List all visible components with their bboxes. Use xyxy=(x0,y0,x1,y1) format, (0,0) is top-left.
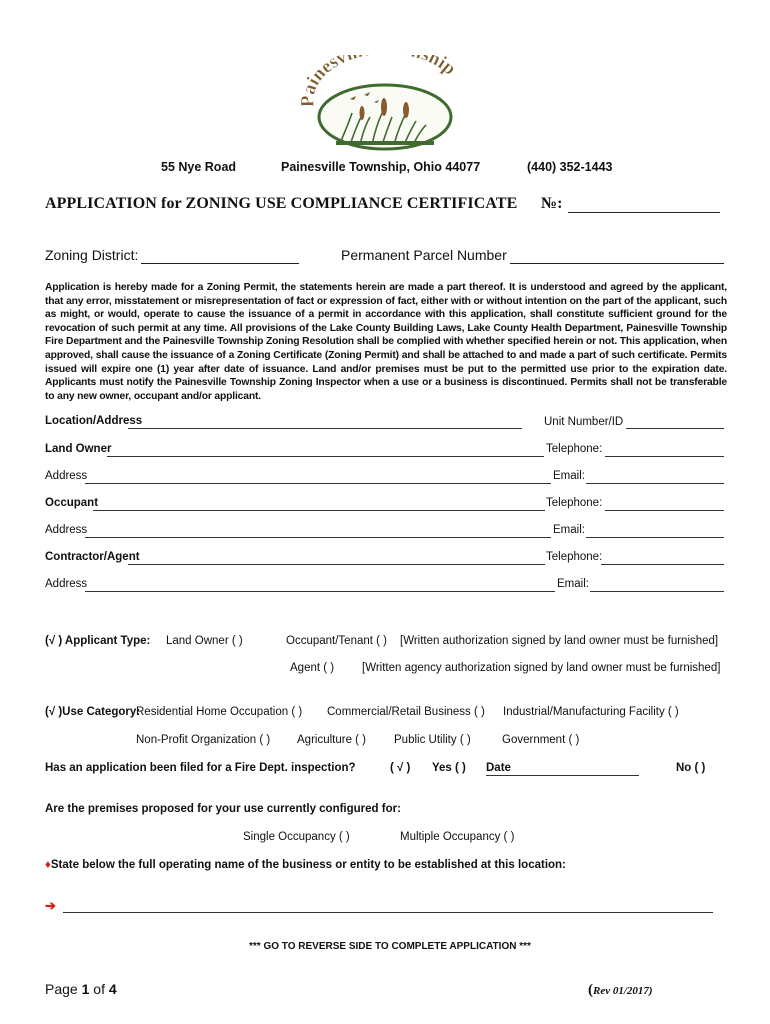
applicant-occupant-option[interactable]: Occupant/Tenant ( ) xyxy=(286,635,387,647)
occupant-address-field[interactable] xyxy=(85,537,551,538)
location-address-label: Location/Address xyxy=(45,415,143,427)
operating-name-prompt xyxy=(45,859,566,871)
contractor-email-label: Email: xyxy=(557,578,589,590)
applicant-type-label: (√ ) Applicant Type: xyxy=(45,635,151,647)
revision-label: (Rev 01/2017) xyxy=(588,982,653,998)
office-city: Painesville Township, Ohio 44077 xyxy=(281,160,481,174)
zoning-district-field[interactable] xyxy=(141,250,299,264)
fire-inspection-no-option[interactable]: No ( ) xyxy=(676,762,706,774)
occupant-telephone-label: Telephone: xyxy=(546,497,603,509)
contractor-address-field[interactable] xyxy=(85,591,555,592)
page-indicator: Page 1 of 4 xyxy=(45,981,117,997)
unit-number-label: Unit Number/ID xyxy=(544,416,624,428)
occupant-field[interactable] xyxy=(93,510,545,511)
fire-inspection-date-label: Date xyxy=(486,762,511,774)
land-owner-address-label: Address xyxy=(45,470,88,482)
contractor-label: Contractor/Agent xyxy=(45,551,140,563)
location-address-field[interactable] xyxy=(128,428,522,429)
fire-inspection-question: Has an application been filed for a Fire Dept. inspection? xyxy=(45,762,356,774)
fire-inspection-date-field[interactable] xyxy=(486,775,639,776)
applicant-agent-option[interactable]: Agent ( ) xyxy=(290,662,335,674)
use-category-label: (√ )Use Category: xyxy=(45,706,141,718)
occupant-label: Occupant xyxy=(45,497,99,509)
use-commercial-option[interactable]: Commercial/Retail Business ( ) xyxy=(327,706,485,718)
land-owner-field[interactable] xyxy=(107,456,544,457)
use-government-option[interactable]: Government ( ) xyxy=(502,734,580,746)
parcel-number-label: Permanent Parcel Number xyxy=(341,247,507,263)
contractor-telephone-field[interactable] xyxy=(601,564,724,565)
occupant-email-field[interactable] xyxy=(586,537,724,538)
use-agriculture-option[interactable]: Agriculture ( ) xyxy=(297,734,367,746)
occupant-authorization-note: [Written authorization signed by land owner must be furnished] xyxy=(400,635,719,647)
application-terms-text: Application is hereby made for a Zoning Permit, the statements herein are made a part thereof. It is understood and agreed by the applicant, that any error, misstatement or misrepresentation of fact or expression of fact, either with or without intention on the part of the applicant, such as might, or would, operate to cause the issuance of a permit in accordance with this application, shall constitute sufficient ground for the revocation of such permit at any time. All provisions of the Lake County Building Laws, Lake County Health Department, Painesville Township Fire Department and the Painesville Township Zoning Resolution shall be complied with whether specified herein or not. This application, when approved, shall cause the issuance of a Zoning Certificate (Zoning Permit) and shall be attached to and made a part of such certificate. Permits issued will expire one (1) year after date of issuance. Land and/or premises must be put to the permitted use prior to the expiration date. Applicants must notify the Painesville Township Zoning Inspector when a use or a business is discontinued. Permits shall not be transferable to any new owner, occupant and/or applicant. xyxy=(45,282,727,402)
diamond-bullet-icon: ♦ xyxy=(45,859,51,871)
occupant-email-label: Email: xyxy=(553,524,585,536)
land-owner-email-field[interactable] xyxy=(586,483,724,484)
premises-question: Are the premises proposed for your use currently configured for: xyxy=(45,803,401,815)
township-logo xyxy=(300,55,470,153)
occupant-telephone-field[interactable] xyxy=(605,510,724,511)
office-address: 55 Nye Road xyxy=(161,160,237,174)
contractor-telephone-label: Telephone: xyxy=(546,551,603,563)
single-occupancy-option[interactable]: Single Occupancy ( ) xyxy=(243,831,350,843)
use-public-utility-option[interactable]: Public Utility ( ) xyxy=(394,734,471,746)
operating-name-field[interactable] xyxy=(63,912,713,913)
contractor-address-label: Address xyxy=(45,578,88,590)
land-owner-telephone-field[interactable] xyxy=(605,456,724,457)
use-industrial-option[interactable]: Industrial/Manufacturing Facility ( ) xyxy=(503,706,679,718)
contractor-field[interactable] xyxy=(128,564,545,565)
form-title: APPLICATION for ZONING USE COMPLIANCE CERTIFICATE xyxy=(45,195,518,212)
land-owner-address-field[interactable] xyxy=(85,483,551,484)
use-residential-option[interactable]: Residential Home Occupation ( ) xyxy=(136,706,303,718)
logo-text: ainesv hip xyxy=(300,55,460,97)
unit-number-field[interactable] xyxy=(626,428,724,429)
zoning-district-label: Zoning District: xyxy=(45,247,139,263)
use-nonprofit-option[interactable]: Non-Profit Organization ( ) xyxy=(136,734,271,746)
multiple-occupancy-option[interactable]: Multiple Occupancy ( ) xyxy=(400,831,515,843)
parcel-number-field[interactable] xyxy=(510,250,724,264)
land-owner-label: Land Owner xyxy=(45,443,112,455)
land-owner-email-label: Email: xyxy=(553,470,585,482)
applicant-land-owner-option[interactable]: Land Owner ( ) xyxy=(166,635,243,647)
arrow-right-icon: ➔ xyxy=(45,898,56,913)
office-phone: (440) 352-1443 xyxy=(527,160,613,174)
agent-authorization-note: [Written agency authorization signed by land owner must be furnished] xyxy=(362,662,721,674)
contractor-email-field[interactable] xyxy=(590,591,724,592)
page-number: 1 xyxy=(81,981,90,997)
fire-inspection-check[interactable]: ( √ ) xyxy=(390,762,411,774)
occupant-address-label: Address xyxy=(45,524,88,536)
page-total: 4 xyxy=(108,981,117,997)
certificate-number-field[interactable] xyxy=(568,198,720,213)
certificate-number-label: №: xyxy=(541,195,563,212)
land-owner-telephone-label: Telephone: xyxy=(546,443,603,455)
operating-name-text: State below the full operating name of the business or entity to be established at this location: xyxy=(50,859,566,871)
fire-inspection-yes-option[interactable]: Yes ( ) xyxy=(432,762,466,774)
reverse-side-notice: *** GO TO REVERSE SIDE TO COMPLETE APPLICATION *** xyxy=(249,941,531,952)
